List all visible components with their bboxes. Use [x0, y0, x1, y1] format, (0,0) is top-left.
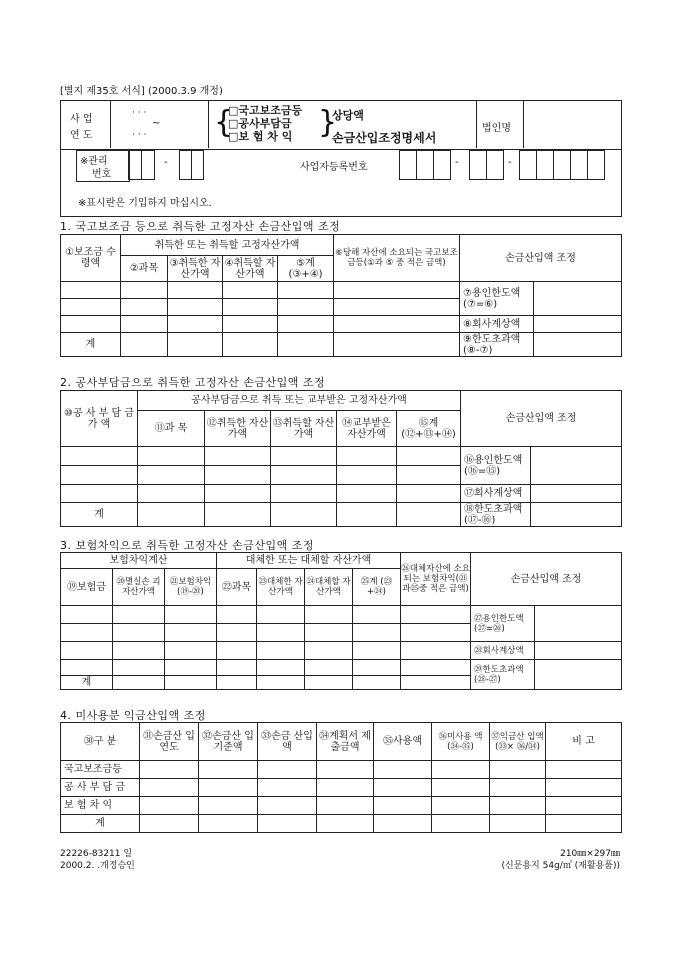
- s1-h-to-acquire: ④취득할 자산가액: [223, 256, 278, 282]
- s3-cell-limit[interactable]: [535, 606, 622, 642]
- s1-total-label: 계: [61, 333, 121, 357]
- footer-code: 22226-83211 일: [60, 849, 133, 859]
- opt-govt-subsidy[interactable]: □국고보조금등: [228, 104, 303, 117]
- s4-row-label: 보 험 차 익: [61, 797, 140, 815]
- s2-total-label: 계: [61, 503, 138, 527]
- s3-h-applicable: ㉖대체자산에 소요되는 보험차익(㉑과㉕중 적은 금액): [401, 553, 471, 606]
- s1-cell-company[interactable]: [534, 316, 622, 333]
- title-line-2: 손금산입조정명세서: [332, 131, 437, 145]
- s3-r-limit: ㉗용인한도액 (㉗=㉖): [471, 606, 535, 642]
- opt-construction-charge[interactable]: □공사부담금: [228, 117, 292, 130]
- s4-row-label: 국고보조금등: [61, 761, 140, 779]
- section-3-table: [60, 552, 622, 690]
- right-brace-icon: }: [318, 105, 338, 140]
- s1-h-sum: ⑤계 (③+④): [278, 256, 334, 282]
- section-4-title: 4. 미사용분 익금산입액 조정: [60, 709, 206, 722]
- bizno-boxes-1[interactable]: [400, 150, 451, 180]
- s3-h-group2: 대체한 또는 대체할 자산가액: [217, 553, 401, 569]
- left-brace-icon: {: [214, 105, 234, 140]
- period-start: · · ·: [132, 108, 147, 118]
- bizno-label: 사업자등록번호: [300, 162, 368, 173]
- s1-h-applicable: ⑥당해 자산에 소요되는 국고보조금등(①과 ⑤ 중 적은 금액): [334, 235, 460, 282]
- footer-approval: 2000.2. .개정승인: [60, 861, 135, 871]
- s4-h-income: ㊲익금산 입액(㉝× ㊱/㉞): [490, 723, 546, 761]
- bizno-boxes-2[interactable]: [470, 150, 504, 180]
- s2-r-company: ⑰회사계상액: [461, 485, 531, 503]
- mgmt-label-2: 번호: [92, 169, 112, 180]
- mgmt-number-boxes-1[interactable]: [129, 150, 155, 180]
- s2-r-limit: ⑯용인한도액 (⑯=⑮): [461, 447, 531, 485]
- mgmt-number-boxes-2[interactable]: [180, 150, 204, 180]
- s2-h-acquired: ⑫취득한 자산가액: [205, 411, 271, 447]
- s3-h-replaced: ㉓대체한 자산가액: [257, 569, 305, 606]
- s3-h-item: ㉒과목: [217, 569, 257, 606]
- s3-h-insurance: ⑲보험금: [61, 569, 113, 606]
- s1-cell-limit[interactable]: [534, 282, 622, 316]
- s3-h-group1: 보험차익계산: [61, 553, 217, 569]
- s4-total-label: 계: [61, 815, 140, 833]
- period-end: · · ·: [132, 130, 147, 140]
- s2-h-granted: ⑭교부받은 자산가액: [337, 411, 397, 447]
- s1-h-item: ②과목: [121, 256, 168, 282]
- section-2-table: [60, 390, 622, 527]
- s1-r-company: ⑧회사계상액: [460, 316, 534, 333]
- s4-row-label: 공 사 부 담 금: [61, 779, 140, 797]
- s4-h-remarks: 비 고: [546, 723, 622, 761]
- s1-r-limit: ⑦용인한도액 (⑦=⑥): [460, 282, 534, 316]
- s2-h-charge: ⑩공 사 부 담 금 가 액: [61, 391, 138, 447]
- s3-cell-excess[interactable]: [535, 660, 622, 690]
- s3-h-gain: ㉑보험차익 (⑲-⑳): [165, 569, 217, 606]
- title-line-1: 상당액: [332, 109, 364, 122]
- s1-h-group: 취득한 또는 취득할 고정자산가액: [121, 235, 334, 256]
- corp-name-label: 법인명: [482, 123, 511, 134]
- s4-h-used: ㉟사용액: [374, 723, 432, 761]
- s2-h-sum: ⑮계 (⑫+⑬+⑭): [397, 411, 461, 447]
- period-tilde: ~: [152, 118, 161, 129]
- mgmt-label-1: ※관리: [80, 156, 108, 167]
- footer-paper: (신문용지 54g/㎡ (재활용품)): [501, 861, 620, 871]
- s2-h-to-acquire: ⑬취득할 자산가액: [271, 411, 337, 447]
- s2-h-item: ⑪과 목: [138, 411, 205, 447]
- s2-h-adjust: 손금산입액 조정: [461, 391, 622, 447]
- s4-h-deducted: ㉝손금 산입액: [258, 723, 317, 761]
- s1-h-adjust: 손금산입액 조정: [460, 235, 622, 282]
- s3-total-label: 계: [61, 676, 113, 690]
- section-3-title: 3. 보험차익으로 취득한 고정자산 손금산입액 조정: [60, 539, 314, 552]
- s1-h-acquired: ③취득한 자산가액: [168, 256, 223, 282]
- bizno-boxes-3[interactable]: [520, 150, 605, 180]
- s3-cell-company[interactable]: [535, 642, 622, 660]
- year-label-2: 연 도: [70, 130, 93, 141]
- s1-cell-excess[interactable]: [534, 333, 622, 357]
- s3-r-excess: ㉙한도초과액 (㉘-㉗): [471, 660, 535, 690]
- section-4-table: [60, 722, 622, 833]
- section-2-title: 2. 공사부담금으로 취득한 고정자산 손금산입액 조정: [60, 376, 326, 389]
- note-text: ※표시란은 기입하지 마십시오.: [78, 198, 212, 209]
- mgmt-dash: -: [164, 157, 168, 168]
- bizno-dash-1: -: [455, 157, 459, 168]
- s3-h-adjust: 손금산입액 조정: [471, 553, 622, 606]
- s3-h-lost-asset: ⑳멸실손 괴자산가액: [113, 569, 165, 606]
- s1-r-excess: ⑨한도초과액 (⑧-⑦): [460, 333, 534, 357]
- s4-h-year: ㉛손금산 입연도: [140, 723, 199, 761]
- s4-h-base: ㉜손금산 입기준액: [199, 723, 258, 761]
- s1-h-subsidy: ①보조금 수령액: [61, 235, 121, 282]
- section-1-table: [60, 234, 622, 357]
- s3-r-company: ㉘회사계상액: [471, 642, 535, 660]
- s2-h-group: 공사부담금으로 취득 또는 교부받은 고정자산가액: [138, 391, 461, 411]
- s2-cell-company[interactable]: [531, 485, 622, 503]
- bizno-dash-2: -: [508, 157, 512, 168]
- s2-r-excess: ⑱한도초과액 (⑰-⑯): [461, 503, 531, 527]
- s2-cell-limit[interactable]: [531, 447, 622, 485]
- s2-cell-excess[interactable]: [531, 503, 622, 527]
- s4-h-category: ㉚구 분: [61, 723, 140, 761]
- footer-size: 210㎜×297㎜: [560, 849, 620, 859]
- s3-h-sum: ㉕계 (㉓+㉔): [353, 569, 401, 606]
- s3-h-to-replace: ㉔대체할 자산가액: [305, 569, 353, 606]
- form-number: [별지 제35호 서식] (2000.3.9 개정): [60, 86, 223, 97]
- opt-insurance-gain[interactable]: □보 험 차 익: [228, 130, 293, 143]
- year-label-1: 사 업: [70, 114, 93, 125]
- s4-h-unused: ㊱미사용 액(㉞-㉟): [432, 723, 490, 761]
- s4-h-plan: ㉞계획서 제출금액: [317, 723, 374, 761]
- section-1-title: 1. 국고보조금 등으로 취득한 고정자산 손금산입액 조정: [60, 220, 341, 233]
